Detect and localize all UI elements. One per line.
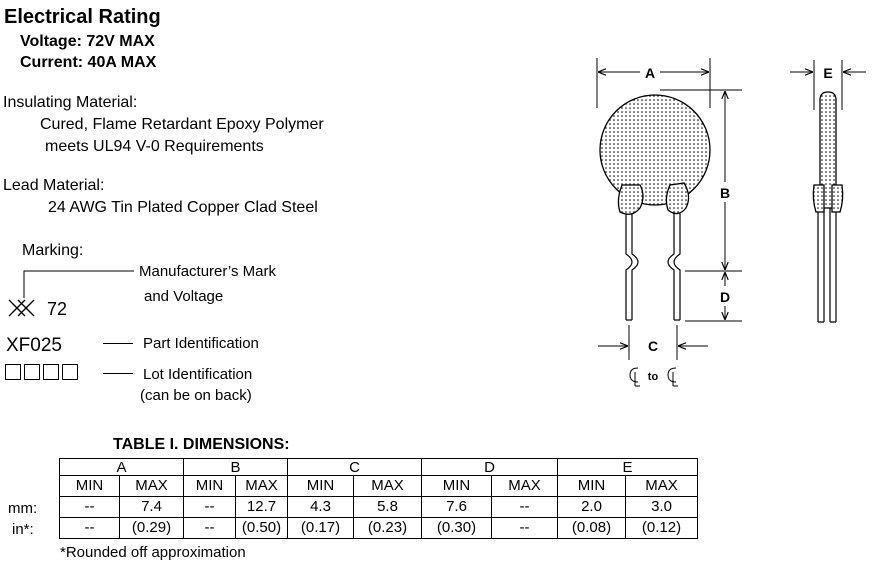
front-disc-body [600,95,710,214]
side-leads [818,200,836,322]
group-header: C [288,459,422,476]
table-cell: -- [60,497,120,518]
table-cell: (0.23) [354,518,422,539]
front-leads [626,208,680,320]
side-disc-body [813,92,842,212]
manufacturer-mark-label: Manufacturer’s Mark [139,263,276,280]
group-header: E [558,459,698,476]
dim-c-label: C [647,338,659,354]
table-cell: (0.12) [626,518,698,539]
table-group-row [60,459,698,476]
table-cell: 5.8 [354,497,422,518]
subheader: MIN [422,476,492,497]
lot-box [5,364,21,380]
lot-box [43,364,59,380]
dimension-drawing [560,50,878,400]
table-cell: (0.50) [236,518,288,539]
table-cell: -- [60,518,120,539]
subheader: MAX [492,476,558,497]
table-title: TABLE I. DIMENSIONS: [113,436,290,453]
table-row [60,497,698,518]
lot-box [62,364,78,380]
current-rating: Current: 40A MAX [20,54,157,71]
manufacturer-logo-icon [9,300,34,316]
table-footnote: *Rounded off approximation [60,544,246,561]
table-cell: -- [184,518,236,539]
subheader: MAX [236,476,288,497]
table-subheader-row [60,476,698,497]
dim-b-label: B [719,185,731,201]
subheader: MAX [120,476,184,497]
dim-d [685,272,742,321]
manufacturer-mark-leader [0,260,140,320]
dim-d-label: D [719,289,731,305]
row-label-mm: mm: [8,500,38,517]
lot-identification-label: Lot Identification [143,366,253,383]
dim-a-label: A [644,65,656,81]
part-identification-label: Part Identification [143,335,259,352]
table-cell: 3.0 [626,497,698,518]
group-header: B [184,459,288,476]
subheader: MIN [184,476,236,497]
part-code: XF025 [6,335,62,356]
table-cell: (0.08) [558,518,626,539]
centerline-to: to [647,371,659,383]
group-header: D [422,459,558,476]
lot-identification-note: (can be on back) [140,387,252,404]
lot-code-boxes [5,364,78,380]
lot-id-leader [103,373,133,374]
table-cell: 4.3 [288,497,354,518]
lead-material-label: Lead Material: [3,177,105,194]
table-row [60,518,698,539]
table-cell: 12.7 [236,497,288,518]
row-label-in: in*: [12,521,34,538]
part-id-leader [103,343,133,344]
voltage-rating: Voltage: 72V MAX [20,33,155,50]
subheader: MIN [288,476,354,497]
table-cell: 7.6 [422,497,492,518]
manufacturer-mark-label-line2: and Voltage [144,288,224,305]
table-cell: -- [492,497,558,518]
table-cell: -- [492,518,558,539]
marking-label: Marking: [22,242,84,259]
voltage-mark-code: 72 [47,299,68,319]
dim-e-label: E [823,65,833,81]
subheader: MIN [60,476,120,497]
table-cell: 2.0 [558,497,626,518]
insulating-material-line1: Cured, Flame Retardant Epoxy Polymer [40,116,324,133]
subheader: MIN [558,476,626,497]
lead-material-value: 24 AWG Tin Plated Copper Clad Steel [48,199,318,216]
insulating-material-line2: meets UL94 V-0 Requirements [45,138,264,155]
dimensions-table [59,458,698,539]
table-cell: -- [184,497,236,518]
table-cell: (0.30) [422,518,492,539]
table-cell: (0.17) [288,518,354,539]
subheader: MAX [626,476,698,497]
electrical-rating-title: Electrical Rating [4,6,161,28]
group-header: A [60,459,184,476]
insulating-material-label: Insulating Material: [3,94,138,111]
subheader: MAX [354,476,422,497]
table-cell: (0.29) [120,518,184,539]
lot-box [24,364,40,380]
table-cell: 7.4 [120,497,184,518]
